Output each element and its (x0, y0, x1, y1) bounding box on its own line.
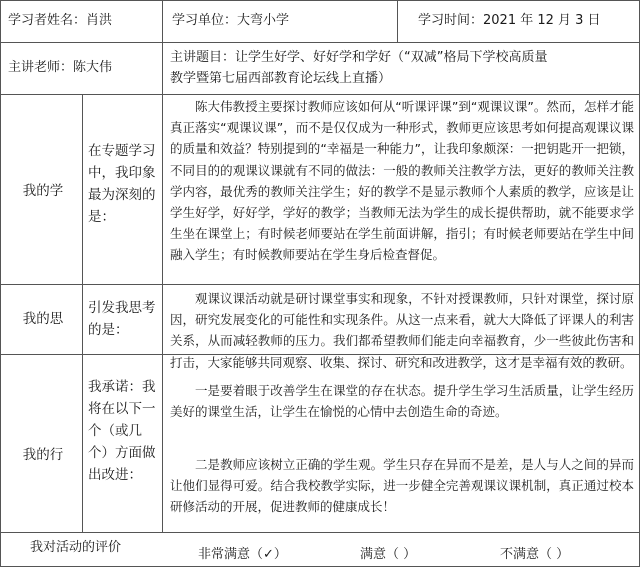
option-unsatisfied[interactable]: 不满意（ ） (500, 547, 570, 562)
table-row-divider (0, 42, 640, 43)
option-satisfied[interactable]: 满意（ ） (360, 547, 417, 562)
table-border-top (0, 0, 640, 1)
act-content-2: 二是教师应该树立正确的学生观。学生只存在异而不是差，是人与人之间的异而让他们显得可爱。结合我校教学实际，进一步健全完善观课议课机制，真正通过校本研修活动的开展，促进教师的健康成长！ (170, 457, 634, 515)
think-prompt: 引发我思考的是： (88, 300, 156, 338)
table-col-divider (82, 94, 83, 532)
think-content: 观课议课活动就是研讨课堂事实和现象，不针对授课教师，只针对课堂，探讨原因，研究发展变化的可能性和实现条件。从这一点来看，就大大降低了评课人的利害关系，从而减轻教师的压力。我们都希望教师们能走向幸福教育，少一些彼此伤害和打击，大家能够共同观察、收集、探讨、研究和改进教学，这才是幸福有效的教研。 (170, 291, 634, 370)
learning-time: 学习时间：2021 年 12 月 3 日 (418, 13, 601, 28)
table-row-divider (0, 284, 640, 285)
table-row-divider (0, 532, 640, 533)
act-content-1: 一是要着眼于改善学生在课堂的存在状态。提升学生学习生活质量，让学生经历美好的课堂生活，让学生在愉悦的心情中去创造生命的奇迹。 (170, 383, 634, 420)
section-label-act: 我的行 (22, 447, 64, 463)
learner-name: 学习者姓名：肖洪 (8, 13, 113, 28)
learning-unit: 学习单位：大弯小学 (172, 13, 290, 28)
teacher-name: 主讲老师：陈大伟 (8, 60, 113, 75)
table-col-divider (162, 94, 163, 532)
table-border-left (0, 0, 1, 567)
section-label-think: 我的思 (22, 311, 64, 327)
table-col-divider (397, 0, 398, 42)
lecture-topic-line1: 主讲题目：让学生好学、好好学和学好（“双减”格局下学校高质量 (170, 50, 548, 65)
table-row-divider (0, 94, 640, 95)
act-prompt: 我承诺：我将在以下一个（或几个）方面做出改进： (88, 379, 156, 483)
section-label-learn: 我的学 (22, 183, 64, 199)
evaluation-label: 我对活动的评价 (30, 540, 122, 555)
learn-prompt: 在专题学习中，我印象最为深刻的是： (88, 143, 156, 225)
lecture-topic-line2: 教学暨第七届西部教育论坛线上直播） (170, 71, 392, 86)
option-very-satisfied[interactable]: 非常满意（✓） (198, 547, 287, 562)
learn-content: 陈大伟教授主要探讨教师应该如何从“听课评课”到“观课议课”。然而，怎样才能真正落实“观课议课”，而不是仅仅成为一种形式，教师更应该思考如何提高观课议课的质量和效益？特别提到的“幸福是一种能力”，让我印象颇深：一把钥匙开一把锁，不同目的的观课议课就有不同的做法：一般的教师关注教学方法，更好的教师关注教学内容，最优秀的教师关注学生；好的教学不是显示教师个人素质的教学，应该是让学生好学，好好学，学好的教学；当教师无法为学生的成长提供帮助，就不能要求学生坐在课堂上；有时候老师要站在学生前面讲解，指引；有时候老师要站在学生中间融入学生；有时候教师要站在学生身后检查督促。 (170, 99, 634, 263)
table-col-divider (162, 0, 163, 94)
